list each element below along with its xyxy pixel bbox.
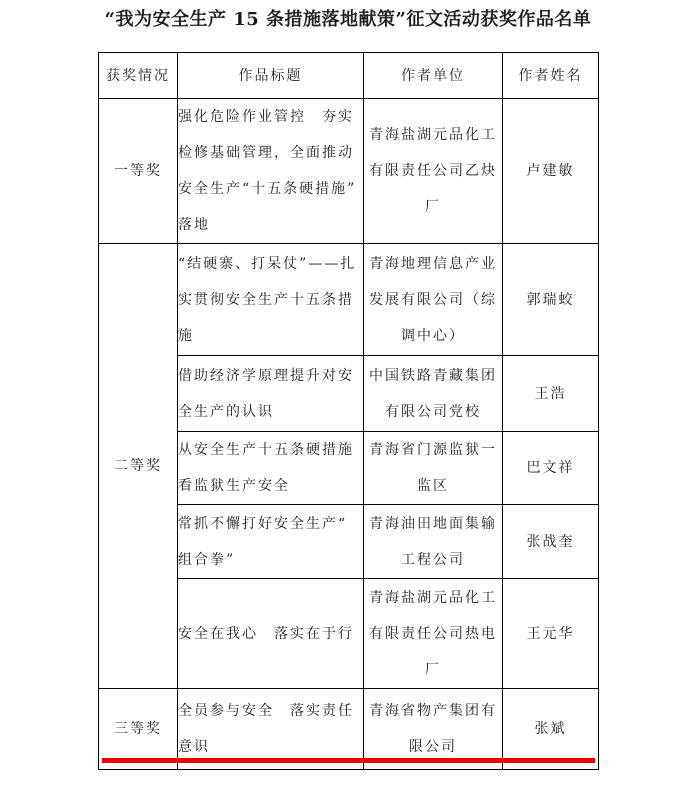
work-title-cell: 全员参与安全 落实责任意识	[178, 689, 364, 770]
work-title-cell: 强化危险作业管控 夯实检修基础管理，全面推动安全生产“十五条硬措施”落地	[178, 99, 364, 244]
document-title: “我为安全生产 15 条措施落地献策”征文活动获奖作品名单	[104, 9, 592, 30]
col-header-work-title: 作品标题	[178, 53, 364, 99]
unit-cell: 青海油田地面集输工程公司	[364, 505, 503, 579]
unit-cell: 青海盐湖元品化工有限责任公司乙炔厂	[364, 99, 503, 244]
header-row	[99, 53, 599, 99]
table-row	[99, 244, 599, 356]
award-cell-second-prize: 二等奖	[99, 244, 178, 689]
award-cell-first-prize: 一等奖	[99, 99, 178, 244]
name-cell: 张斌	[503, 689, 599, 770]
work-title-cell: “结硬寨、打呆仗”——扎实贯彻安全生产十五条措施	[178, 244, 364, 356]
name-cell: 卢建敏	[503, 99, 599, 244]
name-cell: 王元华	[503, 579, 599, 689]
work-title-cell: 借助经济学原理提升对安全生产的认识	[178, 356, 364, 432]
name-cell: 郭瑞蛟	[503, 244, 599, 356]
name-cell: 张战奎	[503, 505, 599, 579]
table-row	[99, 99, 599, 244]
unit-cell: 青海省物产集团有限公司	[364, 689, 503, 770]
unit-cell: 青海盐湖元品化工有限责任公司热电厂	[364, 579, 503, 689]
work-title-cell: 安全在我心 落实在于行	[178, 579, 364, 689]
col-header-award-status: 获奖情况	[99, 53, 178, 99]
unit-cell: 中国铁路青藏集团有限公司党校	[364, 356, 503, 432]
unit-cell: 青海地理信息产业发展有限公司（综调中心）	[364, 244, 503, 356]
awards-table	[98, 52, 599, 770]
unit-cell: 青海省门源监狱一监区	[364, 432, 503, 505]
red-underline-annotation	[102, 758, 595, 763]
name-cell: 王浩	[503, 356, 599, 432]
award-cell-third-prize: 三等奖	[99, 689, 178, 770]
col-header-author-unit: 作者单位	[364, 53, 503, 99]
work-title-cell: 从安全生产十五条硬措施看监狱生产安全	[178, 432, 364, 505]
name-cell: 巴文祥	[503, 432, 599, 505]
work-title-cell: 常抓不懈打好安全生产“组合拳”	[178, 505, 364, 579]
col-header-author-name: 作者姓名	[503, 53, 599, 99]
